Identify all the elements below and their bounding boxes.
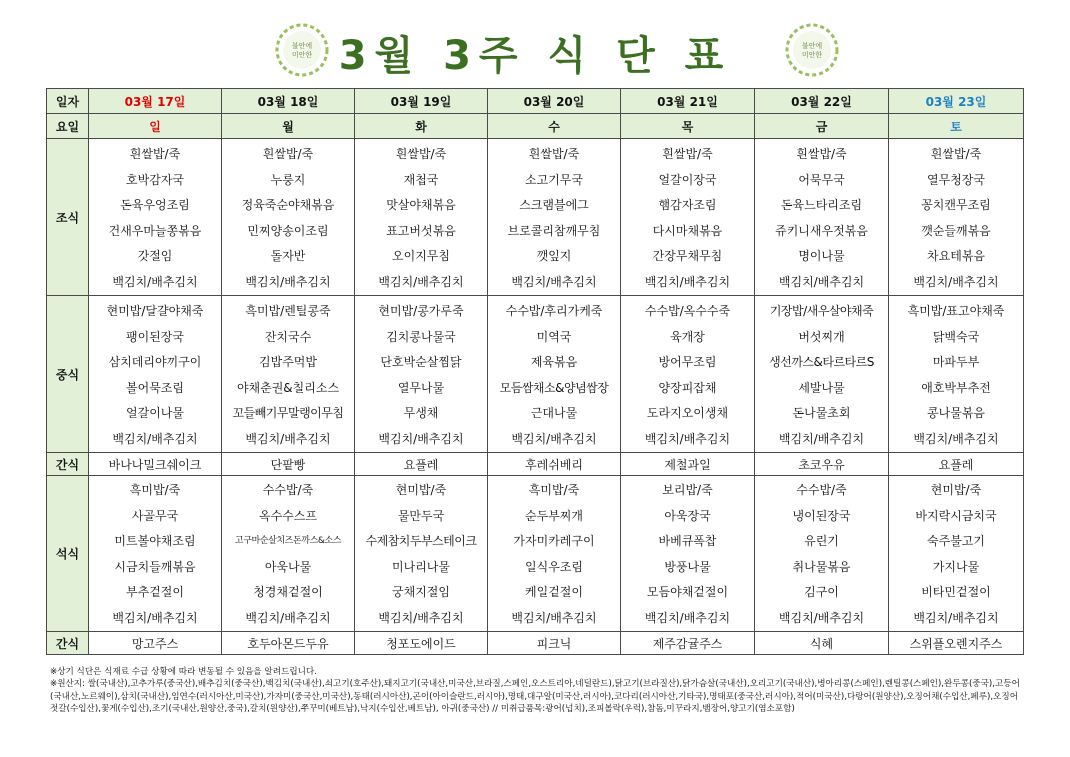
menu-item: 모듬쌈채소&양념쌈장 — [499, 380, 609, 395]
day-wed: 수 — [488, 114, 621, 139]
menu-item: 흰쌀밥/죽 — [930, 147, 982, 161]
page-title: 3월 3주 식 단 표 — [338, 33, 732, 79]
menu-item: 깻잎지 — [536, 249, 572, 263]
svg-text:불안에: 불안에 — [801, 42, 823, 50]
breakfast-cell-wed — [488, 139, 621, 296]
menu-item: 콩나물볶음 — [927, 406, 985, 420]
menu-item: 갓절임 — [137, 249, 173, 263]
lunch-cell-mon — [222, 296, 355, 453]
wreath-logo-icon — [784, 22, 840, 78]
menu-item: 수제참치두부스테이크 — [365, 534, 477, 548]
note-origin: ※원산지: 쌀(국내산),고추가루(중국산),배추김치(중국산),백김치(국내산),쇠고기(호주산),돼지고기(국내산,미국산,브라질,스페인,오스트리아,네덜란드),닭고기(브라질산),닭가슴살(국내산),오리고기(국내산),병아리콩(스페인),렌틸콩(스페인),완두콩(중국),고등어(국내산,노르웨이),삼치(국내산),임연수(러시아산,미국산),가자미(중국산,미국산),동태(러시아산),곤이(아이슬란드,러시아),명태,대구알(미국산,러시아),코다리(러시아산,기타국),명태포(중국산,러시아),적어(미국산),다랑어(원양산),오징어채(수입산,페루),오징어젓갈(수입산),꽃게(수입산),조기(국내산,원양산,중국),갈치(원양산),쭈꾸미(베트남),낙지(수입산,베트남), 아귀(중국산) // 미취급품목:광어(넙치),조피볼락(우럭),참돔,미꾸라지,뱀장어,양고기(염소포함) — [50, 679, 1020, 715]
dinner-cell-wed — [488, 476, 621, 632]
menu-item: 백김치/배추김치 — [644, 274, 731, 289]
menu-item: 백김치/배추김치 — [511, 610, 597, 625]
menu-item: 백김치/배추김치 — [913, 274, 999, 289]
snack1-item-mon: 단팥빵 — [222, 453, 355, 476]
svg-text:미안한: 미안한 — [291, 51, 313, 59]
menu-item: 시금치들깨볶음 — [114, 559, 196, 574]
menu-item: 돈육우엉조림 — [120, 198, 190, 212]
menu-item: 미역국 — [536, 329, 572, 344]
snack1-label: 간식 — [47, 453, 89, 476]
menu-item: 냉이된장국 — [792, 508, 851, 523]
menu-item: 열무청장국 — [927, 172, 985, 187]
day-sun: 일 — [89, 114, 222, 139]
dinner-cell-fri — [755, 476, 889, 632]
menu-item: 김구이 — [804, 585, 839, 599]
menu-item: 돌자반 — [270, 249, 306, 263]
menu-item: 꼬들빼기무말랭이무침 — [232, 406, 344, 420]
note-change: ※상기 식단은 식재료 수급 상황에 따라 변동될 수 있음을 알려드립니다. — [50, 667, 317, 677]
day-row — [47, 114, 1024, 139]
dinner-cell-sun — [89, 476, 222, 632]
date-sat: 03월 23일 — [889, 89, 1024, 114]
lunch-label: 중식 — [47, 296, 89, 453]
menu-item: 흰쌀밥/죽 — [129, 147, 181, 161]
snack1-item-sun: 바나나밀크쉐이크 — [89, 453, 222, 476]
menu-item: 비타민겉절이 — [921, 585, 991, 599]
menu-item: 백김치/배추김치 — [778, 610, 865, 625]
snack2-item-thu: 제주감귤주스 — [621, 632, 755, 655]
breakfast-label: 조식 — [47, 139, 89, 296]
menu-item: 열무나물 — [397, 380, 445, 395]
menu-item: 백김치/배추김치 — [913, 610, 999, 625]
menu-item: 근대나물 — [530, 406, 578, 420]
menu-item: 꽁치캔무조림 — [921, 198, 991, 212]
dinner-label: 석식 — [47, 476, 89, 632]
menu-item: 궁채지절임 — [392, 585, 450, 599]
snack1-item-fri: 초코우유 — [755, 453, 889, 476]
menu-item: 숙주불고기 — [927, 534, 985, 548]
menu-item: 미나리나물 — [392, 559, 450, 574]
day-thu: 목 — [621, 114, 755, 139]
menu-item: 스크램블에그 — [519, 198, 589, 212]
menu-item: 백김치/배추김치 — [378, 610, 464, 625]
breakfast-row — [47, 139, 1024, 296]
menu-item: 순두부찌개 — [525, 508, 583, 523]
snack2-item-sun: 망고주스 — [89, 632, 222, 655]
menu-item: 고구마순살치즈돈까스&소스 — [234, 536, 342, 546]
snack1-item-sat: 요플레 — [889, 453, 1024, 476]
menu-item: 방어무조림 — [658, 355, 717, 369]
lunch-cell-thu — [621, 296, 755, 453]
date-row — [47, 89, 1024, 114]
menu-item: 흑미밥/죽 — [528, 483, 580, 497]
menu-item: 수수밥/죽 — [262, 483, 314, 497]
logo-right — [784, 22, 840, 78]
date-thu: 03월 21일 — [621, 89, 755, 114]
snack-row-2 — [47, 632, 1024, 655]
menu-item: 어묵무국 — [798, 172, 845, 187]
menu-item: 양장피잡채 — [658, 380, 717, 395]
menu-item: 단호박순살찜닭 — [380, 355, 462, 369]
day-sat: 토 — [889, 114, 1024, 139]
menu-item: 호박감자국 — [126, 172, 184, 187]
menu-item: 바베큐폭찹 — [658, 534, 717, 548]
breakfast-cell-thu — [621, 139, 755, 296]
menu-item: 사골무국 — [131, 508, 179, 523]
menu-item: 백김치/배추김치 — [644, 610, 731, 625]
menu-item: 재첩국 — [403, 172, 439, 187]
menu-item: 명이나물 — [798, 249, 845, 263]
menu-item: 백김치/배추김치 — [112, 431, 198, 446]
lunch-row — [47, 296, 1024, 453]
dinner-cell-mon — [222, 476, 355, 632]
menu-item: 보리밥/죽 — [662, 483, 713, 497]
menu-item: 방풍나물 — [664, 559, 711, 574]
menu-item: 백김치/배추김치 — [245, 431, 331, 446]
menu-item: 표고버섯볶음 — [386, 223, 456, 238]
menu-item: 얼갈이장국 — [658, 172, 717, 187]
menu-item: 청경채겉절이 — [253, 585, 323, 599]
menu-item: 쥬키니새우젓볶음 — [775, 223, 868, 238]
menu-item: 흰쌀밥/죽 — [796, 147, 847, 161]
menu-item: 생선까스&타르타르S — [769, 355, 874, 369]
menu-item: 흰쌀밥/죽 — [662, 147, 713, 161]
menu-item: 세발나물 — [798, 380, 845, 395]
menu-item: 현미밥/죽 — [395, 483, 447, 497]
snack-row-1 — [47, 453, 1024, 476]
dinner-cell-thu — [621, 476, 755, 632]
snack1-item-tue: 요플레 — [355, 453, 488, 476]
menu-item: 백김치/배추김치 — [778, 431, 865, 446]
menu-item: 흑미밥/표고야채죽 — [907, 304, 1005, 318]
menu-item: 오이지무침 — [392, 249, 450, 263]
menu-item: 백김치/배추김치 — [245, 610, 331, 625]
day-mon: 월 — [222, 114, 355, 139]
menu-item: 닭백숙국 — [932, 329, 980, 344]
svg-text:불안에: 불안에 — [291, 42, 313, 50]
snack2-item-sat: 스위플오렌지주스 — [889, 632, 1024, 655]
date-tue: 03월 19일 — [355, 89, 488, 114]
menu-item: 백김치/배추김치 — [112, 274, 198, 289]
menu-item: 백김치/배추김치 — [644, 431, 731, 446]
breakfast-cell-sat — [889, 139, 1024, 296]
menu-item: 흰쌀밥/죽 — [395, 147, 447, 161]
lunch-cell-tue — [355, 296, 488, 453]
lunch-cell-sat — [889, 296, 1024, 453]
menu-item: 백김치/배추김치 — [112, 610, 198, 625]
snack2-item-wed: 피크닉 — [488, 632, 621, 655]
menu-item: 볼어묵조림 — [126, 380, 184, 395]
menu-item: 육개장 — [670, 329, 705, 344]
menu-item: 모듬야채겉절이 — [646, 585, 729, 599]
breakfast-cell-tue — [355, 139, 488, 296]
menu-item: 백김치/배추김치 — [245, 274, 331, 289]
menu-item: 차요테볶음 — [927, 249, 985, 263]
menu-item: 제육볶음 — [530, 355, 578, 369]
date-mon: 03월 18일 — [222, 89, 355, 114]
menu-item: 가지나물 — [932, 559, 980, 574]
snack1-item-thu: 제철과일 — [621, 453, 755, 476]
dinner-cell-tue — [355, 476, 488, 632]
dinner-row — [47, 476, 1024, 632]
menu-item: 취나물볶음 — [792, 559, 851, 574]
svg-text:미안한: 미안한 — [801, 51, 823, 59]
menu-item: 물만두국 — [397, 508, 445, 523]
menu-item: 수수밥/옥수수죽 — [644, 304, 731, 318]
lunch-cell-sun — [89, 296, 222, 453]
menu-item: 건새우마늘쫑볶음 — [108, 223, 202, 238]
dinner-cell-sat — [889, 476, 1024, 632]
menu-item: 소고기무국 — [525, 172, 583, 187]
menu-item: 흑미밥/죽 — [129, 483, 181, 497]
menu-item: 버섯찌개 — [798, 329, 845, 344]
menu-item: 삼치데리야끼구이 — [108, 355, 202, 369]
breakfast-cell-mon — [222, 139, 355, 296]
menu-item: 백김치/배추김치 — [913, 431, 999, 446]
menu-item: 백김치/배추김치 — [378, 431, 464, 446]
menu-item: 백김치/배추김치 — [378, 274, 464, 289]
menu-item: 백김치/배추김치 — [511, 431, 597, 446]
menu-item: 팽이된장국 — [126, 329, 184, 344]
menu-item: 아욱나물 — [264, 559, 312, 574]
menu-item: 흑미밥/렌틸콩죽 — [245, 304, 331, 318]
menu-item: 마파두부 — [932, 355, 980, 369]
breakfast-cell-sun — [89, 139, 222, 296]
menu-item: 현미밥/콩가루죽 — [378, 304, 464, 318]
menu-item: 케일겉절이 — [525, 585, 583, 599]
menu-item: 흰쌀밥/죽 — [528, 147, 580, 161]
menu-item: 무생채 — [403, 406, 439, 420]
menu-item: 바지락시금치국 — [915, 508, 997, 523]
day-tue: 화 — [355, 114, 488, 139]
menu-item: 애호박부추전 — [921, 380, 991, 395]
date-label: 일자 — [47, 89, 89, 114]
menu-item: 얼갈이나물 — [126, 406, 184, 420]
menu-item: 햄감자조림 — [658, 198, 717, 212]
menu-item: 유린기 — [804, 534, 839, 548]
menu-item: 브로콜리참깨무침 — [507, 223, 601, 238]
menu-item: 현미밥/달걀야채죽 — [106, 304, 204, 318]
menu-item: 다시마채볶음 — [652, 223, 723, 238]
menu-item: 민찌양송이조림 — [247, 223, 329, 238]
menu-item: 김치콩나물국 — [386, 329, 456, 344]
menu-item: 아욱장국 — [664, 508, 711, 523]
day-fri: 금 — [755, 114, 889, 139]
menu-item: 일식우조림 — [525, 559, 583, 574]
menu-item: 깻순들깨볶음 — [921, 223, 991, 238]
lunch-cell-fri — [755, 296, 889, 453]
menu-item: 부추겉절이 — [126, 585, 184, 599]
date-fri: 03월 22일 — [755, 89, 889, 114]
breakfast-cell-fri — [755, 139, 889, 296]
menu-item: 미트볼야채조림 — [114, 534, 196, 548]
snack2-item-mon: 호두아몬드두유 — [222, 632, 355, 655]
notes — [50, 666, 1025, 716]
menu-item: 잔치국수 — [264, 329, 312, 344]
lunch-cell-wed — [488, 296, 621, 453]
day-label: 요일 — [47, 114, 89, 139]
menu-item: 백김치/배추김치 — [511, 274, 597, 289]
menu-item: 정육죽순야채볶음 — [241, 198, 335, 212]
menu-item: 현미밥/죽 — [930, 483, 982, 497]
menu-item: 흰쌀밥/죽 — [262, 147, 314, 161]
menu-item: 김밥주먹밥 — [259, 355, 317, 369]
snack2-label: 간식 — [47, 632, 89, 655]
date-sun: 03월 17일 — [89, 89, 222, 114]
menu-item: 옥수수스프 — [259, 508, 317, 523]
menu-item: 간장무채무침 — [652, 249, 723, 263]
menu-table — [46, 88, 1024, 655]
menu-item: 백김치/배추김치 — [778, 274, 865, 289]
menu-item: 가자미카레구이 — [513, 534, 595, 548]
snack2-item-fri: 식혜 — [755, 632, 889, 655]
menu-item: 수수밥/죽 — [796, 483, 847, 497]
menu-item: 야채춘권&칠리소스 — [236, 380, 340, 395]
menu-item: 수수밥/후리가케죽 — [505, 304, 603, 318]
menu-item: 돈나물초회 — [792, 406, 851, 420]
menu-item: 누룽지 — [270, 172, 306, 187]
snack1-item-wed: 후레쉬베리 — [488, 453, 621, 476]
date-wed: 03월 20일 — [488, 89, 621, 114]
menu-item: 기장밥/새우살야채죽 — [769, 304, 874, 318]
menu-item: 맛살야채볶음 — [386, 198, 456, 212]
snack2-item-tue: 청포도에이드 — [355, 632, 488, 655]
menu-item: 도라지오이생채 — [646, 406, 729, 420]
menu-item: 돈육느타리조림 — [780, 198, 863, 212]
